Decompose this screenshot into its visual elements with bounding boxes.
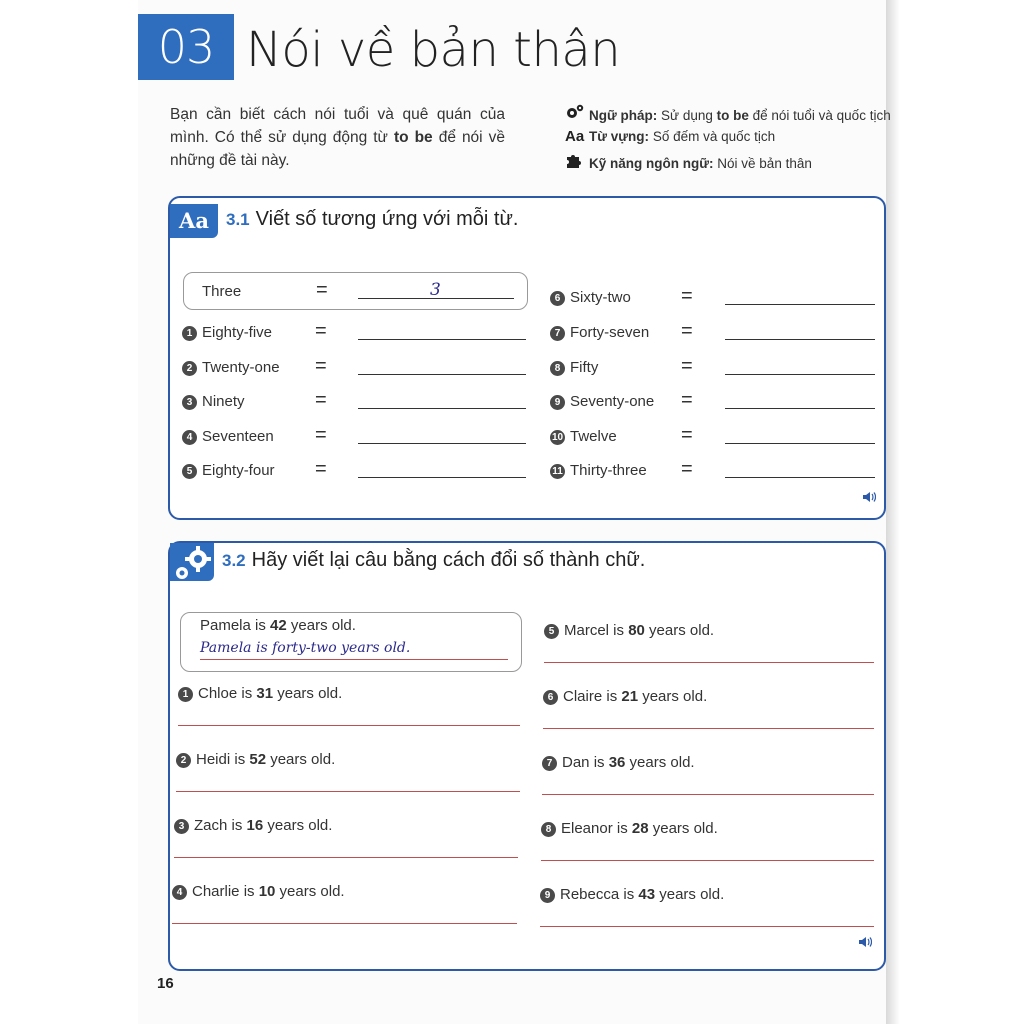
age-number: 21	[621, 688, 639, 705]
sentence-item	[174, 817, 332, 834]
answer-field[interactable]	[358, 477, 526, 478]
is-text: is	[609, 622, 629, 639]
answer-field[interactable]	[358, 408, 526, 409]
sentence-item	[172, 883, 345, 900]
intro-paragraph	[170, 103, 505, 172]
item-word: Forty-seven	[570, 324, 650, 341]
years-old-text: years old.	[655, 886, 725, 903]
years-old-text: years old.	[625, 754, 695, 771]
grammar-text-pre: Sử dụng	[661, 108, 717, 123]
age-number: 52	[249, 751, 267, 768]
exercise-item	[550, 324, 649, 341]
answer-field[interactable]	[725, 477, 875, 478]
answer-field[interactable]	[542, 794, 874, 795]
grammar-label: Ngữ pháp:	[589, 108, 658, 123]
answer-field[interactable]	[172, 923, 517, 924]
grammar-text-post: để nói tuổi và quốc tịch	[748, 108, 891, 123]
sentence-item	[541, 820, 718, 837]
vocab-tab-text: Aa	[179, 208, 209, 233]
exercise-item	[550, 428, 617, 445]
grammar-bold: to be	[716, 108, 749, 123]
item-number-badge: 5	[544, 624, 559, 639]
equals-sign: =	[315, 389, 327, 411]
skill-text: Nói về bản thân	[717, 156, 812, 171]
item-word: Twelve	[570, 428, 617, 445]
equals-sign: =	[681, 389, 693, 411]
age-number: 10	[258, 883, 276, 900]
exercise-item	[550, 289, 631, 306]
years-old-text: years old.	[275, 883, 345, 900]
exercise-3-1-title	[226, 208, 518, 231]
speaker-icon[interactable]	[858, 935, 872, 952]
age-number: 16	[246, 817, 264, 834]
sample-handwritten-answer: Pamela is forty-two years old.	[200, 640, 411, 656]
sentence-item	[544, 622, 714, 639]
item-word: Seventeen	[202, 428, 274, 445]
puzzle-icon	[565, 152, 589, 172]
item-word: Seventy-one	[570, 393, 655, 410]
answer-field[interactable]	[358, 443, 526, 444]
item-number-badge: 3	[182, 395, 197, 410]
person-name: Rebecca	[560, 886, 620, 903]
sample-age: 42	[270, 617, 287, 634]
item-number-badge: 3	[174, 819, 189, 834]
vocab-tab-icon	[170, 204, 218, 238]
is-text: is	[230, 751, 250, 768]
person-name: Charlie	[192, 883, 240, 900]
years-old-text: years old.	[273, 685, 343, 702]
person-name: Chloe	[198, 685, 238, 702]
answer-field[interactable]	[541, 860, 874, 861]
sentence-item	[540, 886, 724, 903]
years-old-text: years old.	[638, 688, 708, 705]
item-number-badge: 2	[176, 753, 191, 768]
chapter-number: 03	[138, 14, 234, 80]
equals-sign: =	[315, 355, 327, 377]
is-text: is	[589, 754, 609, 771]
answer-field[interactable]	[725, 304, 875, 305]
equals-sign: =	[315, 320, 327, 342]
sample-sentence	[200, 617, 356, 634]
item-number-badge: 11	[550, 464, 565, 479]
exercise-item	[182, 462, 275, 479]
page-number: 16	[157, 975, 174, 992]
item-number-badge: 9	[550, 395, 565, 410]
intro-text-2: để nói về những đề tài này.	[170, 129, 506, 169]
item-number-badge: 6	[550, 291, 565, 306]
exercise-item	[182, 393, 245, 410]
gears-icon	[565, 104, 589, 124]
sentence-item	[178, 685, 342, 702]
answer-field[interactable]	[725, 443, 875, 444]
is-text: is	[239, 883, 259, 900]
answer-field[interactable]	[725, 408, 875, 409]
answer-field[interactable]	[725, 339, 875, 340]
exercise-item	[182, 428, 274, 445]
item-number-badge: 10	[551, 432, 564, 443]
item-word: Ninety	[202, 393, 245, 410]
exercise-item	[550, 393, 654, 410]
age-number: 43	[638, 886, 656, 903]
grammar-tab	[170, 543, 214, 581]
is-text: is	[612, 820, 632, 837]
item-number-badge: 6	[543, 690, 558, 705]
exercise-3-1-box	[168, 196, 886, 520]
item-number-badge: 9	[540, 888, 555, 903]
person-name: Heidi	[196, 751, 231, 768]
answer-line	[200, 659, 508, 660]
intro-bold: to be	[393, 129, 433, 146]
equals-sign: =	[316, 279, 328, 301]
item-word: Twenty-one	[202, 359, 280, 376]
exercise-number: 3.1	[226, 210, 250, 229]
item-word: Sixty-two	[570, 289, 631, 306]
equals-sign: =	[681, 458, 693, 480]
answer-field[interactable]	[176, 791, 520, 792]
sample-name: Pamela	[200, 617, 251, 634]
exercise-item	[182, 324, 272, 341]
item-number-badge: 8	[541, 822, 556, 837]
vocab-label: Từ vựng:	[589, 129, 650, 144]
answer-field[interactable]	[543, 728, 874, 729]
years-old-text: years old.	[263, 817, 333, 834]
age-number: 36	[608, 754, 626, 771]
item-number-badge: 7	[550, 326, 565, 341]
equals-sign: =	[315, 458, 327, 480]
years-old-text: years old.	[644, 622, 715, 639]
item-word: Fifty	[570, 359, 599, 376]
equals-sign: =	[681, 285, 693, 307]
person-name: Dan	[562, 754, 590, 771]
item-number-badge: 4	[182, 430, 197, 445]
item-number-badge: 7	[542, 756, 557, 771]
intro-text-1: Bạn cần biết cách nói tuổi và quê quán của mình. Có thể sử dụng động từ	[170, 106, 505, 146]
answer-field[interactable]	[358, 374, 526, 375]
sample-handwritten-answer: 3	[430, 280, 441, 300]
chapter-title: Nói về bản thân	[246, 22, 621, 78]
person-name: Eleanor	[561, 820, 613, 837]
equals-sign: =	[681, 355, 693, 377]
is-text: is	[237, 685, 257, 702]
exercise-number: 3.2	[222, 551, 246, 570]
exercise-3-2-title	[222, 549, 645, 572]
meta-grammar	[565, 104, 891, 124]
equals-sign: =	[681, 424, 693, 446]
answer-field[interactable]	[544, 662, 874, 663]
person-name: Claire	[563, 688, 603, 705]
is-text: is	[250, 617, 271, 634]
sentence-item	[543, 688, 707, 705]
is-text: is	[619, 886, 639, 903]
item-number-badge: 1	[178, 687, 193, 702]
item-word: Eighty-five	[202, 324, 273, 341]
item-number-badge: 4	[172, 885, 187, 900]
age-number: 31	[256, 685, 274, 702]
sentence-item	[176, 751, 335, 768]
age-number: 28	[631, 820, 649, 837]
years-old-text: years old.	[286, 617, 356, 634]
sample-word: Three	[202, 283, 242, 300]
person-name: Zach	[194, 817, 228, 834]
equals-sign: =	[681, 320, 693, 342]
meta-vocab	[565, 128, 775, 145]
exercise-item	[550, 359, 598, 376]
person-name: Marcel	[564, 622, 610, 639]
years-old-text: years old.	[648, 820, 718, 837]
skill-label: Kỹ năng ngôn ngữ:	[589, 156, 714, 171]
answer-field[interactable]	[540, 926, 874, 927]
page-binding-shadow	[886, 0, 900, 1024]
item-word: Thirty-three	[570, 462, 647, 479]
item-number-badge: 8	[550, 361, 565, 376]
item-number-badge: 2	[182, 361, 197, 376]
item-number-badge: 1	[182, 326, 197, 341]
vocab-text: Số đếm và quốc tịch	[652, 129, 776, 144]
item-word: Eighty-four	[202, 462, 275, 479]
answer-field[interactable]	[178, 725, 520, 726]
item-number-badge: 5	[182, 464, 197, 479]
aa-icon: Aa	[565, 128, 585, 145]
exercise-title-text: Viết số tương ứng với mỗi từ.	[255, 208, 519, 230]
is-text: is	[602, 688, 622, 705]
exercise-title-text: Hãy viết lại câu bằng cách đổi số thành chữ.	[251, 549, 646, 571]
gears-icon	[170, 543, 214, 581]
exercise-item	[182, 359, 280, 376]
answer-field[interactable]	[725, 374, 875, 375]
is-text: is	[227, 817, 247, 834]
speaker-icon[interactable]	[862, 490, 876, 507]
answer-field[interactable]	[358, 339, 526, 340]
answer-field[interactable]	[174, 857, 518, 858]
equals-sign: =	[315, 424, 327, 446]
meta-skill	[565, 152, 812, 172]
exercise-item	[550, 462, 647, 479]
age-number: 80	[628, 622, 645, 639]
sentence-item	[542, 754, 695, 771]
years-old-text: years old.	[266, 751, 336, 768]
